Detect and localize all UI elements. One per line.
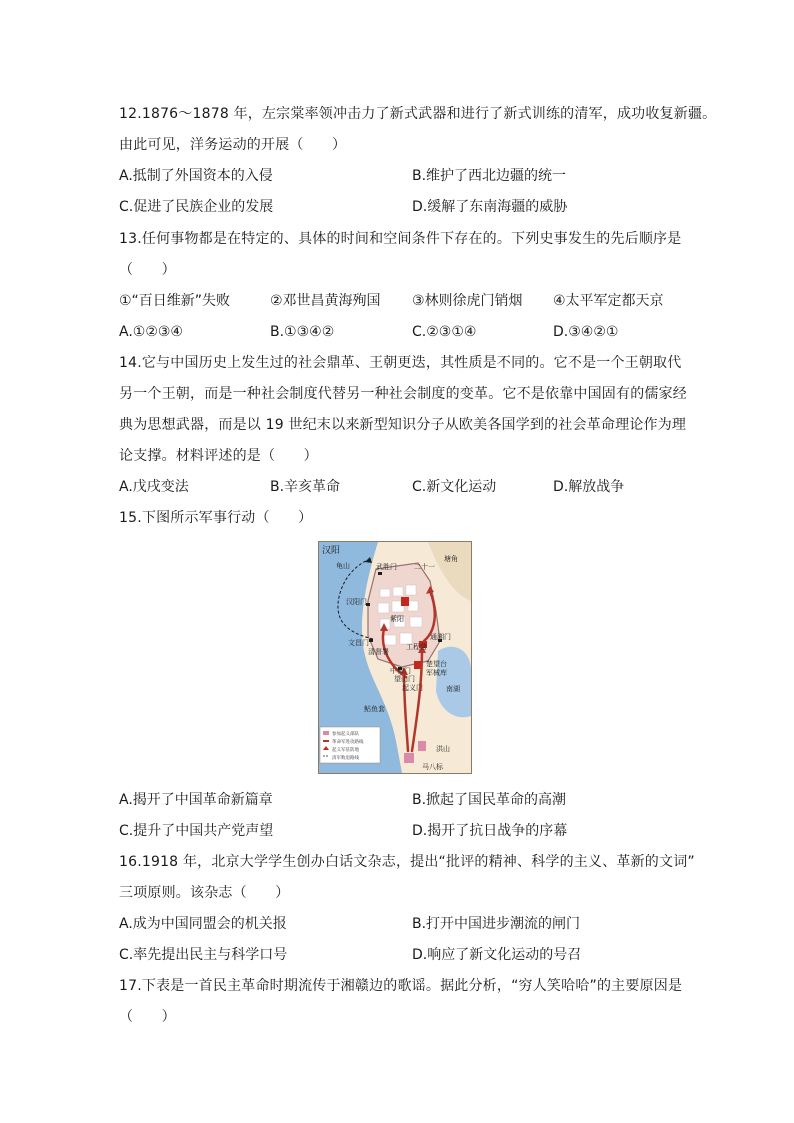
q13-option-c[interactable]: C.②③①④ (412, 324, 477, 340)
q14-stem-line2: 另一个王朝，而是一种社会制度代替另一种社会制度的变革。它不是依靠中国固有的儒家经 (119, 386, 687, 402)
q15-option-c[interactable]: C.提升了中国共产党声望 (119, 823, 274, 839)
q13-option-d[interactable]: D.③④②① (553, 324, 619, 340)
q13-event-4: ④太平军定都天京 (553, 293, 664, 309)
q13-stem-line2: （ ） (119, 262, 176, 278)
q12-option-a[interactable]: A.抵制了外国资本的入侵 (119, 168, 273, 184)
map-label-18: 马八标 (422, 763, 443, 771)
q16-option-c[interactable]: C.率先提出民主与科学口号 (119, 947, 288, 963)
map-label-17: 洪山 (436, 745, 450, 753)
target-marker-1 (401, 597, 409, 606)
q13-option-b[interactable]: B.①③④② (270, 324, 335, 340)
q15-option-d[interactable]: D.揭开了抗日战争的序幕 (412, 823, 568, 839)
q15-option-b[interactable]: B.掀起了国民革命的高潮 (412, 792, 567, 808)
q17-stem-line2: （ ） (119, 1009, 176, 1025)
q14-option-a[interactable]: A.戊戌变法 (119, 479, 189, 495)
q15-stem-line1: 15.下图所示军事行动（ ） (119, 510, 313, 526)
map-label-15: 鲇鱼套 (364, 705, 385, 713)
map-label-0: 龟山 (336, 562, 350, 570)
q14-option-d[interactable]: D.解放战争 (553, 479, 625, 495)
q14-stem-line3: 典为思想武器，而是以 19 世纪末以来新型知识分子从欧美各国学到的社会革命理论作为理 (119, 417, 687, 433)
q13-event-1: ①“百日维新”失败 (119, 293, 231, 309)
legend-label-garrison: 起义军驻防地 (332, 748, 359, 753)
q13-stem-line1: 13.任何事物都是在特定的、具体的时间和空间条件下存在的。下列史事发生的先后顺序是 (119, 231, 682, 247)
map-label-5: 清督署 (368, 648, 389, 656)
map-label-10: 通湘门 (430, 633, 451, 641)
q16-stem-line2: 三项原则。该杂志（ ） (119, 885, 290, 901)
map-label-8: 中和门 (390, 667, 411, 675)
q12-option-c[interactable]: C.促进了民族企业的发展 (119, 199, 274, 215)
q16-option-a[interactable]: A.成为中国同盟会的机关报 (119, 916, 287, 932)
q14-stem-line1: 14.它与中国历史上发生过的社会鼎革、王朝更迭，其性质是不同的。它不是一个王朝取代 (119, 355, 682, 371)
q12-stem-line2: 由此可见，洋务运动的开展（ ） (119, 137, 347, 153)
q12-option-b[interactable]: B.维护了西北边疆的统一 (412, 168, 567, 184)
map-label-hanyang: 汉阳 (322, 546, 341, 556)
troop-area-2 (404, 753, 414, 763)
map-label-9: 起义门 (402, 684, 423, 692)
map-label-3: 紫阳 (390, 615, 404, 623)
q12-option-d[interactable]: D.缓解了东南海疆的威胁 (412, 199, 568, 215)
troop-area-1 (418, 741, 426, 751)
q17-stem-line1: 17.下表是一首民主革命时期流传于湘赣边的歌谣。据此分析，“穷人笑哈哈”的主要原因是 (119, 978, 683, 994)
q13-event-2: ②邓世昌黄海殉国 (270, 293, 381, 309)
map-label-2: 汉阳门 (346, 598, 367, 606)
map-label-7: 工程营 (406, 643, 427, 651)
map-label-6: 望山门 (394, 675, 415, 683)
map-label-14: 二十一 (414, 563, 435, 571)
q14-option-b[interactable]: B.辛亥革命 (270, 479, 341, 495)
q15-option-a[interactable]: A.揭开了中国革命新篇章 (119, 792, 273, 808)
q14-stem-line4: 论支撑。材料评述的是（ ） (119, 448, 318, 464)
map-label-12: 军械库 (426, 669, 447, 677)
q14-option-c[interactable]: C.新文化运动 (412, 479, 497, 495)
q16-option-b[interactable]: B.打开中国进步潮流的闸门 (412, 916, 581, 932)
q12-stem-line1: 12.1876～1878 年，左宗棠率领冲击力了新式武器和进行了新式训练的清军，成功收复新疆。 (119, 106, 717, 122)
legend-label-retreat: 清军败退路线 (332, 756, 359, 761)
q13-event-3: ③林则徐虎门销烟 (412, 293, 523, 309)
map-label-11: 楚望台 (426, 660, 447, 668)
legend-swatch-troops (323, 731, 329, 735)
q16-option-d[interactable]: D.响应了新文化运动的号召 (412, 947, 582, 963)
map-label-1: 武胜门 (376, 563, 397, 571)
wuchang-uprising-map (318, 541, 472, 774)
map-label-13: 南湖 (446, 685, 460, 693)
map-label-16: 塘角 (444, 555, 458, 563)
legend-label-troops: 参加起义部队 (332, 732, 359, 737)
legend-label-attack: 革命军进攻路线 (332, 740, 364, 745)
q13-option-a[interactable]: A.①②③④ (119, 324, 183, 340)
q16-stem-line1: 16.1918 年，北京大学学生创办白话文杂志，提出“批评的精神、科学的主义、革新的文词” (119, 854, 695, 870)
map-label-4: 文昌门 (348, 639, 369, 647)
map-svg (318, 541, 472, 774)
